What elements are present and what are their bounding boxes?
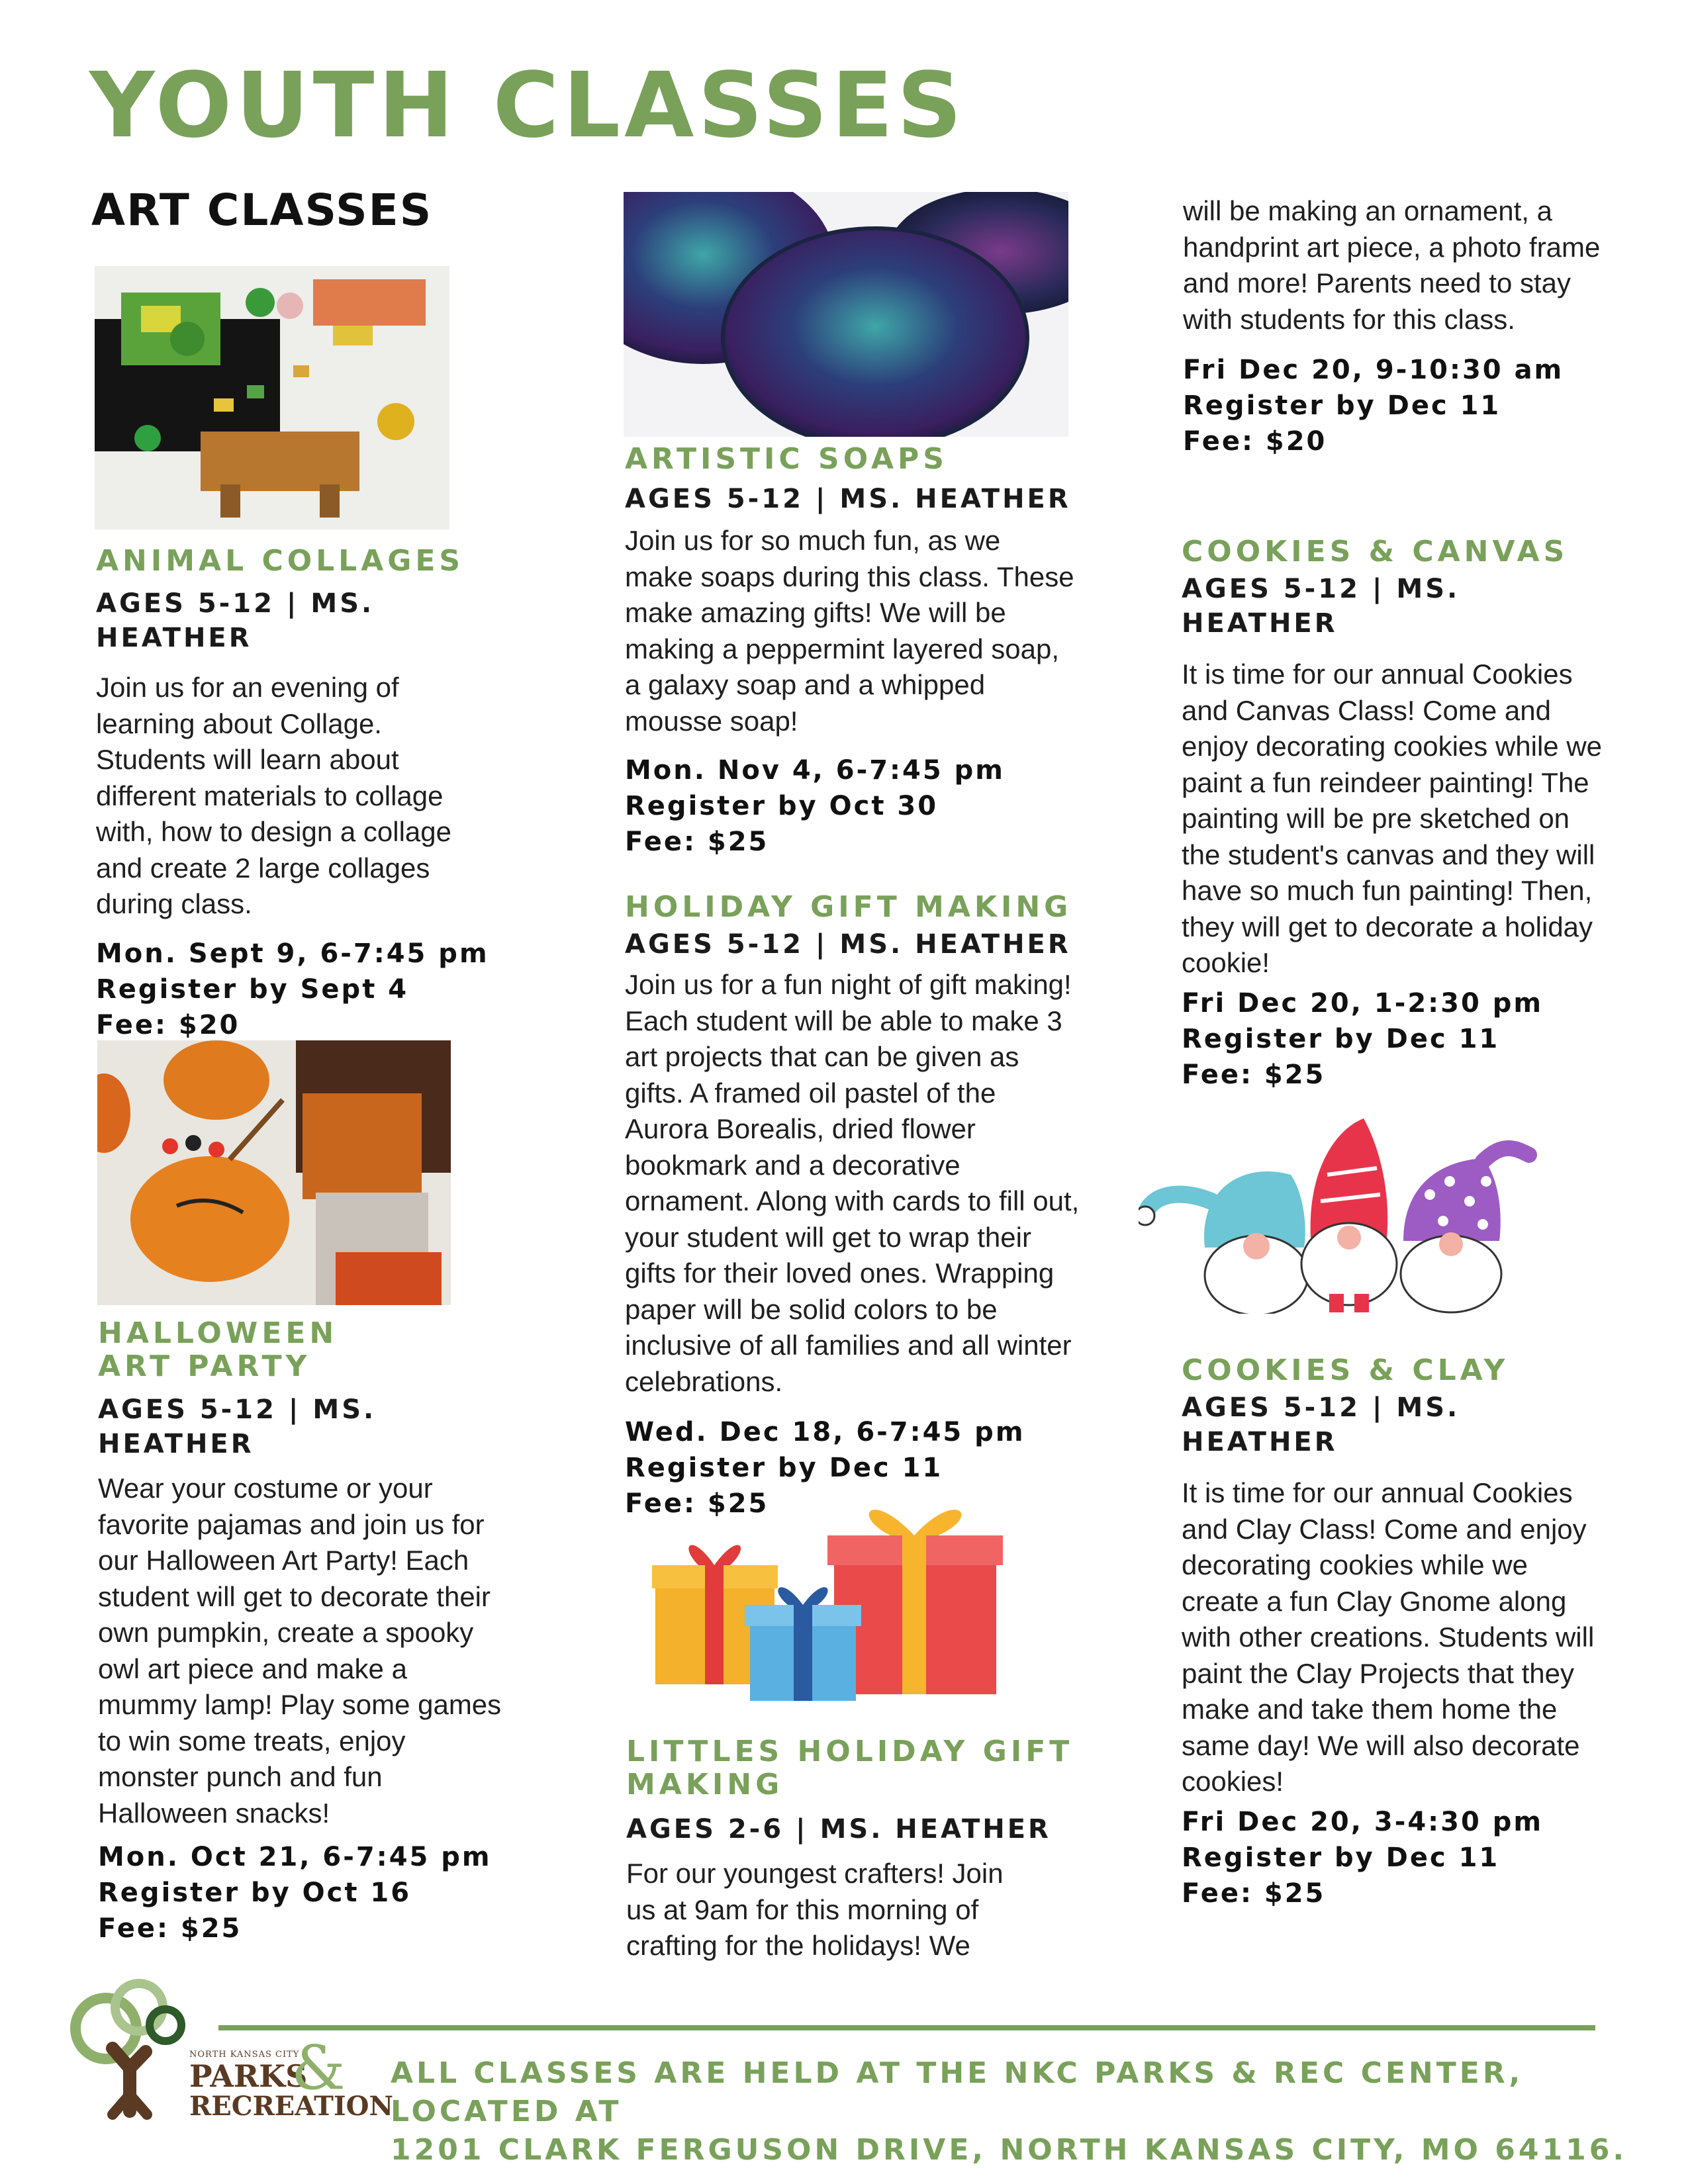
animal-collages-photo	[95, 266, 449, 529]
logo-small-text: NORTH KANSAS CITY	[189, 2050, 300, 2060]
class-description-continued: will be making an ornament, a handprint art piece, a photo frame and more! Parents need to stay with students for this class.	[1183, 195, 1601, 335]
class-description: It is time for our annual Cookies and Clay Class! Come and enjoy decorating cookies while we create a fun Clay Gnome along with other creations. Students will paint the Clay Projects that they make and take them home the same day! We will also decorate cookies!	[1182, 1477, 1595, 1797]
class-fee: Fee: $25	[1182, 1059, 1326, 1090]
class-ages: AGES 5-12 | MS. HEATHER	[1182, 574, 1460, 639]
class-schedule	[98, 1839, 495, 1946]
class-date: Mon. Nov 4, 6-7:45 pm	[625, 755, 1005, 786]
class-register-deadline: Register by Dec 11	[625, 1453, 943, 1483]
class-fee: Fee: $25	[625, 827, 769, 857]
class-title-line1: LITTLES HOLIDAY GIFT	[626, 1735, 1074, 1768]
class-fee: Fee: $25	[1182, 1878, 1326, 1909]
page-title: YOUTH CLASSES	[89, 54, 966, 158]
class-fee: Fee: $20	[96, 1009, 240, 1040]
class-title: HOLIDAY GIFT MAKING	[625, 890, 1072, 924]
littles-holiday-gift-card	[626, 1735, 1090, 1964]
footer-line-2: 1201 CLARK FERGUSON DRIVE, NORTH KANSAS CITY, MO 64116.	[391, 2133, 1628, 2167]
class-date: Fri Dec 20, 1-2:30 pm	[1182, 987, 1544, 1019]
class-schedule	[1183, 352, 1607, 459]
class-title	[626, 1735, 1090, 1801]
class-schedule	[1182, 1804, 1605, 1911]
littles-holiday-gift-continued	[1183, 193, 1607, 459]
cookies-clay-card	[1182, 1353, 1605, 1911]
class-ages: AGES 5-12 | MS. HEATHER	[625, 929, 1071, 960]
class-description: Join us for an evening of learning about Collage. Students will learn about different materials to collage with, how to design a collage and create 2 large collages during class.	[96, 672, 451, 919]
animal-collages-card	[96, 544, 489, 1043]
class-register-deadline: Register by Oct 30	[625, 791, 939, 821]
class-register-deadline: Register by Dec 11	[1183, 390, 1501, 421]
class-description: Join us for so much fun, as we make soaps during this class. These make amazing gifts! We will be making a peppermint layered soap, a galaxy soap and a whipped mousse soap!	[625, 525, 1074, 737]
class-title-line1: HALLOWEEN	[98, 1316, 338, 1350]
class-fee: Fee: $25	[98, 1913, 242, 1944]
logo-parks-text: PARKS	[189, 2058, 308, 2094]
class-ages: AGES 5-12 | MS. HEATHER	[625, 484, 1071, 514]
class-title: COOKIES & CLAY	[1182, 1353, 1509, 1387]
class-register-deadline: Register by Dec 11	[1182, 1842, 1500, 1873]
class-date: Fri Dec 20, 9-10:30 am	[1183, 355, 1564, 385]
class-description: Join us for a fun night of gift making! Each student will be able to make 3 art projects that can be given as gifts. A framed oil pastel of the Aurora Borealis, dried flower bookmark and a decorative ornament. Along with cards to fill out, your student will get to wrap their gifts for their loved ones. Wrapping paper will be solid colors to be inclusive of all families and all winter celebrations.	[625, 969, 1080, 1397]
class-ages: AGES 2-6 | MS. HEATHER	[626, 1814, 1051, 1844]
class-description: It is time for our annual Cookies and Canvas Class! Come and enjoy decorating cookies while we paint a fun reindeer painting! The painting will be pre sketched on the student's canvas and they will have so much fun painting! Then, they will get to decorate a holiday cookie!	[1182, 659, 1603, 978]
class-date: Mon. Oct 21, 6-7:45 pm	[98, 1842, 492, 1872]
artistic-soaps-photo	[624, 192, 1068, 437]
footer-line-1: ALL CLASSES ARE HELD AT THE NKC PARKS & REC CENTER, LOCATED AT	[391, 2056, 1524, 2128]
cookies-canvas-card	[1182, 535, 1605, 1093]
class-date: Wed. Dec 18, 6-7:45 pm	[625, 1417, 1025, 1447]
class-title: ARTISTIC SOAPS	[625, 442, 948, 476]
gift-boxes-illustration	[652, 1492, 1003, 1704]
halloween-photo	[97, 1040, 451, 1305]
parks-recreation-logo	[66, 1976, 394, 2128]
section-title: ART CLASSES	[91, 185, 433, 236]
artistic-soaps-card	[625, 442, 1088, 860]
class-description: Wear your costume or your favorite pajamas and join us for our Halloween Art Party! Each student will get to decorate their own pumpkin, create a spooky owl art piece and make a mummy lamp! Play some games to win some treats, enjoy monster punch and fun Halloween snacks!	[98, 1473, 502, 1829]
class-register-deadline: Register by Dec 11	[1182, 1023, 1500, 1054]
class-register-deadline: Register by Oct 16	[98, 1878, 412, 1908]
class-schedule	[625, 752, 1088, 860]
class-register-deadline: Register by Sept 4	[96, 974, 409, 1005]
class-title	[98, 1317, 495, 1383]
class-date: Fri Dec 20, 3-4:30 pm	[1182, 1806, 1544, 1837]
class-fee: Fee: $25	[625, 1488, 769, 1519]
class-title: COOKIES & CANVAS	[1182, 535, 1569, 569]
class-title-line2: ART PARTY	[98, 1349, 311, 1383]
class-date: Mon. Sept 9, 6-7:45 pm	[96, 938, 489, 969]
logo-recreation-text: RECREATION	[189, 2091, 394, 2122]
class-schedule	[96, 936, 489, 1043]
class-description: For our youngest crafters! Join us at 9am for this morning of crafting for the holidays! We	[626, 1858, 1004, 1961]
class-fee: Fee: $20	[1183, 426, 1327, 457]
class-title: ANIMAL COLLAGES	[96, 544, 465, 578]
class-ages: AGES 5-12 | MS. HEATHER	[1182, 1392, 1460, 1457]
class-title-line2: MAKING	[626, 1768, 784, 1801]
class-schedule	[1182, 985, 1605, 1093]
halloween-card	[98, 1316, 502, 1946]
class-ages: AGES 5-12 | MS. HEATHER	[98, 1394, 377, 1459]
footer-location	[391, 2054, 1648, 2169]
footer-divider	[218, 2025, 1595, 2030]
logo-ampersand: &	[291, 2032, 346, 2103]
holiday-gift-making-card	[625, 890, 1088, 1522]
gnomes-illustration	[1139, 1115, 1549, 1314]
class-ages: AGES 5-12 | MS. HEATHER	[96, 588, 375, 653]
